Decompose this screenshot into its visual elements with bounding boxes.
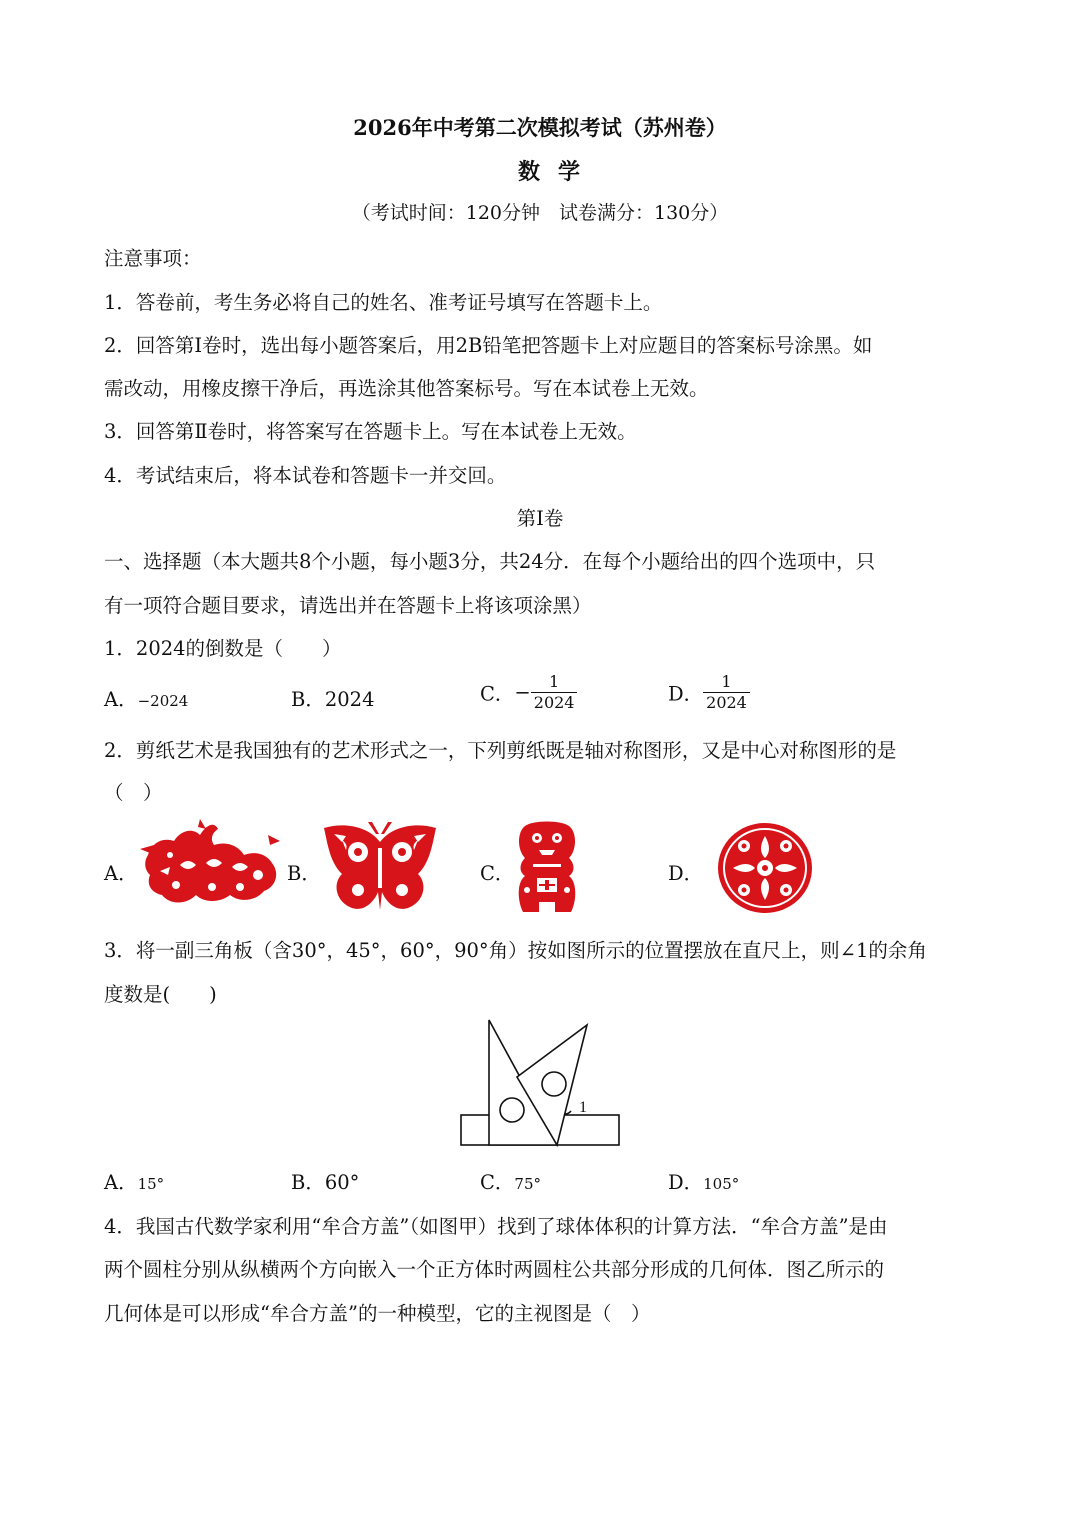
angle-1-label: 1 [579, 1099, 587, 1116]
question-3-stem: 3．将一副三角板（含30°，45°，60°，90°角）按如图所示的位置摆放在直尺上，则∠1的余角 [104, 939, 927, 962]
fraction-numerator: 1 [703, 672, 750, 693]
q3-option-a[interactable] [104, 1167, 164, 1195]
exam-info: （考试时间：120分钟 试卷满分：130分） [351, 202, 729, 224]
fraction [531, 672, 578, 713]
lion-papercut-image[interactable] [515, 820, 579, 915]
note-item: 4．考试结束后，将本试卷和答题卡一并交回。 [104, 464, 507, 487]
section-intro: 有一项符合题目要求，请选出并在答题卡上将该项涂黑） [104, 594, 592, 617]
fraction-numerator: 1 [531, 672, 578, 693]
fraction [703, 672, 750, 713]
q1-option-c[interactable] [480, 672, 577, 713]
q3-option-d[interactable] [668, 1167, 739, 1195]
question-4-stem: 几何体是可以形成“牟合方盖”的一种模型，它的主视图是（ ） [104, 1302, 651, 1325]
fraction-denominator: 2024 [533, 693, 575, 712]
option-value: −2024 [137, 692, 189, 710]
fraction-sign: − [514, 681, 531, 704]
option-value: 60° [324, 1171, 360, 1194]
option-label: D． [668, 682, 704, 706]
option-label: D． [668, 1171, 704, 1194]
question-4-stem: 4．我国古代数学家利用“牟合方盖”（如图甲）找到了球体体积的计算方法．“牟合方盖”是由 [104, 1215, 888, 1238]
option-label: B． [291, 1171, 325, 1194]
question-4-stem: 两个圆柱分别从纵横两个方向嵌入一个正方体时两圆柱公共部分形成的几何体．图乙所示的 [104, 1258, 885, 1281]
q1-option-a[interactable] [104, 684, 188, 712]
q2-option-a-label[interactable]: A． [104, 862, 138, 885]
note-item: 1．答卷前，考生务必将自己的姓名、准考证号填写在答题卡上。 [104, 291, 663, 314]
note-item: 2．回答第Ⅰ卷时，选出每小题答案后，用2B铅笔把答题卡上对应题目的答案标号涂黑。如 [104, 334, 873, 357]
triangle-ruler-figure [455, 1015, 625, 1150]
exam-title: 2026年中考第二次模拟考试（苏州卷） [353, 115, 727, 140]
q3-option-c[interactable] [480, 1167, 541, 1195]
q2-option-c-label[interactable]: C． [480, 862, 515, 885]
option-value: 15° [137, 1175, 165, 1193]
option-value: 2024 [324, 688, 375, 711]
option-label: B． [291, 688, 325, 711]
note-item: 需改动，用橡皮擦干净后，再选涂其他答案标号。写在本试卷上无效。 [104, 377, 709, 400]
volume-heading: 第Ⅰ卷 [516, 507, 564, 530]
option-label: A． [104, 688, 138, 711]
option-label: C． [480, 682, 515, 706]
butterfly-papercut-image[interactable] [318, 822, 443, 914]
q3-option-b[interactable] [291, 1167, 359, 1195]
fraction-denominator: 2024 [706, 693, 747, 712]
option-value: 105° [703, 1175, 740, 1193]
option-label: A． [104, 1171, 138, 1194]
note-item: 3．回答第Ⅱ卷时，将答案写在答题卡上。写在本试卷上无效。 [104, 420, 637, 443]
option-label: C． [480, 1171, 515, 1194]
notes-heading: 注意事项： [104, 247, 202, 270]
question-1-stem: 1．2024的倒数是（ ） [104, 637, 342, 660]
q2-option-b-label[interactable]: B． [287, 862, 321, 885]
q2-option-d-label[interactable]: D． [668, 862, 704, 885]
round-papercut-image[interactable] [716, 822, 814, 914]
question-2-stem: （ ） [104, 781, 163, 804]
section-intro: 一、选择题（本大题共8个小题，每小题3分，共24分．在每个小题给出的四个选项中，只 [104, 550, 876, 573]
option-value: 75° [514, 1175, 542, 1193]
dragon-papercut-image[interactable] [140, 815, 285, 910]
subject-title: 数学 [517, 159, 598, 185]
question-2-stem: 2．剪纸艺术是我国独有的艺术形式之一，下列剪纸既是轴对称图形，又是中心对称图形的是 [104, 739, 897, 762]
q1-option-b[interactable] [291, 684, 374, 712]
question-3-stem: 度数是( ) [104, 983, 217, 1006]
q1-option-d[interactable] [668, 672, 750, 713]
